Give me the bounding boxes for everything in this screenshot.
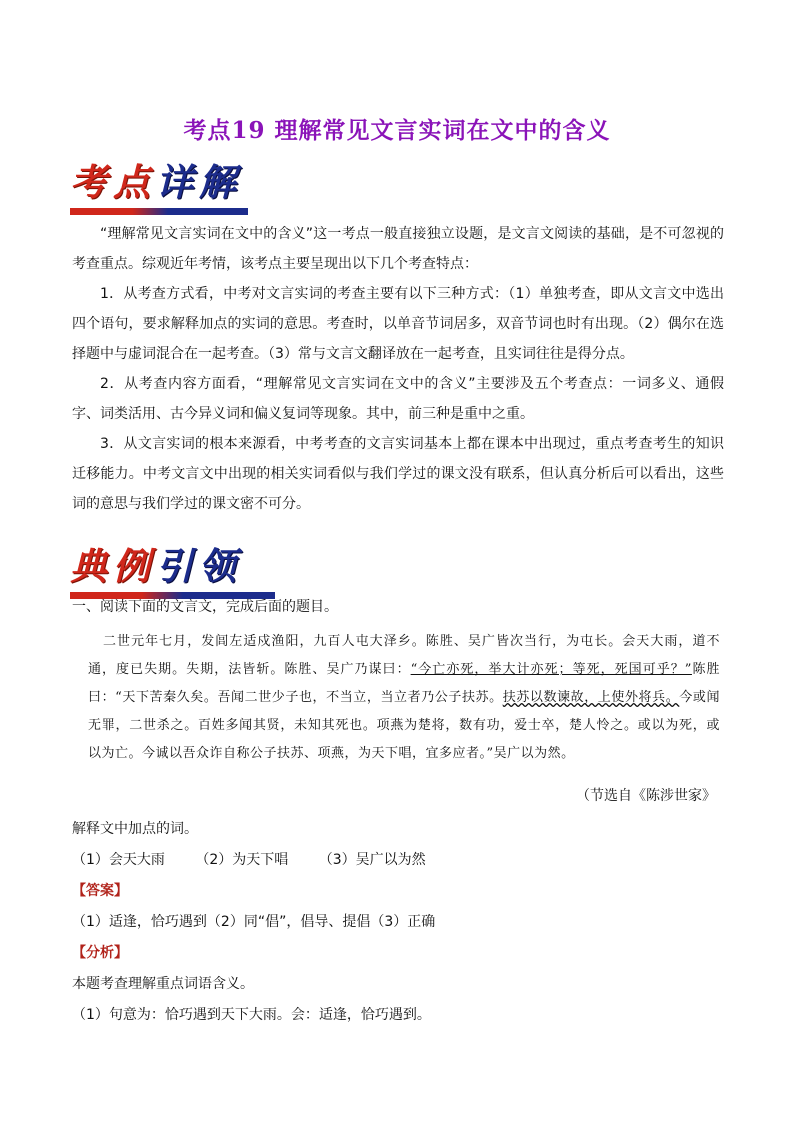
section-header-bar — [70, 208, 248, 215]
section-header-kaodian — [70, 152, 248, 215]
section-header-part2: 引领 — [156, 544, 242, 588]
options-row — [72, 849, 452, 869]
passage-source: （节选自《陈涉世家》 — [576, 788, 716, 804]
analysis-text: 本题考查理解重点词语含义。 — [72, 976, 254, 992]
analysis-label: 【分析】 — [72, 945, 128, 961]
analysis-detail: （1）句意为：恰巧遇到天下大雨。会：适逢，恰巧遇到。 — [72, 1007, 431, 1023]
instruction: 解释文中加点的词。 — [72, 821, 198, 837]
option-2: （2）为天下唱 — [195, 852, 289, 868]
section-header-part1: 典例 — [70, 544, 156, 588]
option-3: （3）吴广以为然 — [318, 852, 426, 868]
section-header-part1: 考点 — [70, 160, 156, 204]
passage-segment-3: 陈胜曰：“天下苦秦久矣。吾闻二世少子也，不当立，当立者乃公子扶苏。 — [88, 662, 720, 705]
passage-quote-underlined: “今亡亦死，举大计亦死；等死，死国可乎？” — [410, 662, 692, 677]
classical-passage — [88, 628, 720, 768]
answer-label: 【答案】 — [72, 883, 128, 899]
option-1: （1）会天大雨 — [72, 852, 165, 868]
page-title: 考点19 理解常见文言实词在文中的含义 — [183, 117, 611, 144]
passage-segment-1: 二世元年七月，发闾左适戍渔阳，九百人屯大泽乡。陈胜、吴广皆次当行，为屯长。会天大雨，道不通，度已失期。失期，法皆斩。陈胜、吴广乃谋曰： — [88, 634, 720, 677]
intro-section — [72, 219, 724, 519]
passage-quote-wavy: 扶苏以数谏故，上使外将兵。 — [502, 690, 680, 705]
intro-paragraph-2: 1．从考查方式看，中考对文言实词的考查主要有以下三种方式：（1）单独考查，即从文言文中选出四个语句，要求解释加点的实词的意思。考查时，以单音节词居多，双音节词也时有出现。（2）偶尔在选择题中与虚词混合在一起考查。（3）常与文言文翻译放在一起考查，且实词往往是得分点。 — [72, 286, 724, 362]
intro-paragraph-4: 3．从文言实词的根本来源看，中考考查的文言实词基本上都在课本中出现过，重点考查考生的知识迁移能力。中考文言文中出现的相关实词看似与我们学过的课文没有联系，但认真分析后可以看出，这些词的意思与我们学过的课文密不可分。 — [72, 436, 724, 512]
question-intro: 一、阅读下面的文言文，完成后面的题目。 — [72, 599, 338, 615]
intro-paragraph-3: 2．从考查内容方面看，“理解常见文言实词在文中的含义”主要涉及五个考查点：一词多义、通假字、词类活用、古今异义词和偏义复词等现象。其中，前三种是重中之重。 — [72, 376, 724, 422]
passage-segment-5: 今或闻无罪，二世杀之。百姓多闻其贤，未知其死也。项燕为楚将，数有功，爱士卒，楚人怜之。或以为死，或以为亡。今诚以吾众诈自称公子扶苏、项燕，为天下唱，宜多应者。”吴广以为然。 — [88, 690, 720, 761]
intro-paragraph-1: “理解常见文言实词在文中的含义”这一考点一般直接独立设题，是文言文阅读的基础，是不可忽视的考查重点。综观近年考情，该考点主要呈现出以下几个考查特点： — [72, 226, 724, 272]
answer-text: （1）适逢，恰巧遇到（2）同“倡”，倡导、提倡（3）正确 — [72, 914, 436, 930]
section-header-part2: 详解 — [156, 160, 242, 204]
section-header-dianli — [70, 536, 275, 599]
